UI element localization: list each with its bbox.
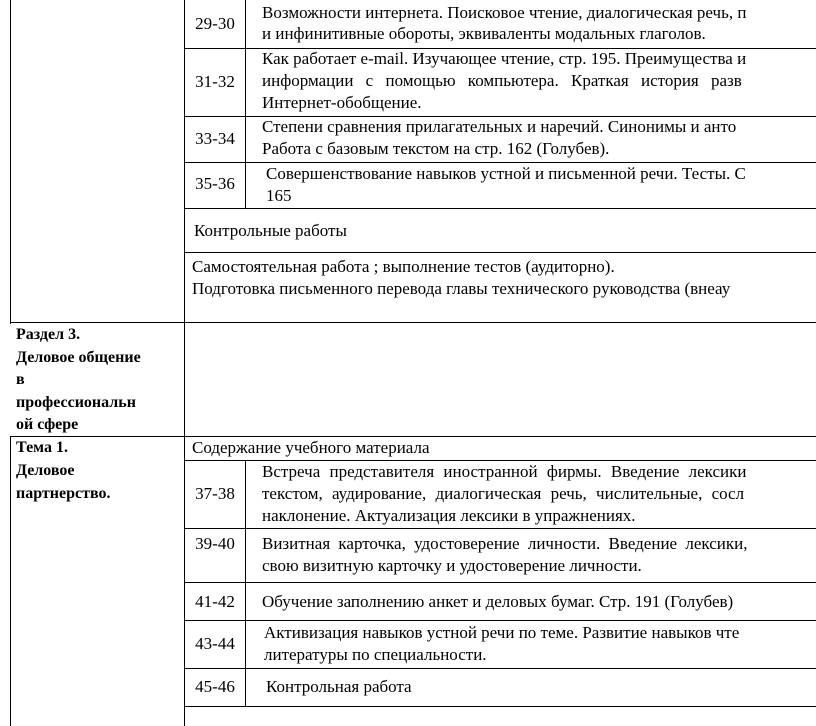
topic-text: Интернет-обобщение.	[262, 93, 422, 112]
hours-cell: 29-30	[195, 14, 235, 33]
row-line	[10, 322, 816, 323]
topic-text: наклонение. Актуализация лексики в упражнениях.	[262, 506, 636, 525]
row-line	[184, 252, 816, 253]
hours-cell: 39-40	[195, 534, 235, 553]
section-title: ой сфере	[16, 416, 79, 433]
topic-text: Возможности интернета. Поисковое чтение, диалогическая речь, п	[262, 3, 747, 22]
section-title: в	[16, 371, 25, 388]
topic-text: Совершенствование навыков устной и письменной речи. Тесты. С	[266, 164, 746, 183]
topic-text: литературы по специальности.	[264, 645, 487, 664]
topic-text: Визитная карточка, удостоверение личности. Введение лексики,	[262, 534, 748, 553]
hours-cell: 31-32	[195, 72, 235, 91]
hours-cell: 35-36	[195, 174, 235, 193]
control-works-label: Контрольные работы	[194, 221, 347, 240]
topic-text: текстом, аудирование, диалогическая речь, числительные, сосл	[262, 484, 745, 503]
topic-title: Тема 1.	[16, 439, 68, 456]
hours-cell: 45-46	[195, 677, 235, 696]
topic-text: и инфинитивные обороты, эквиваленты модальных глаголов.	[262, 24, 706, 43]
topic-text: Активизация навыков устной речи по теме. Развитие навыков чте	[264, 623, 740, 642]
topic-title: Деловое	[16, 462, 75, 479]
independent-work-text: Самостоятельная работа ; выполнение тестов (аудиторно).	[192, 257, 615, 276]
topic-text: Контрольная работа	[266, 677, 412, 696]
left-border	[10, 0, 11, 324]
hours-divider-top	[245, 0, 246, 208]
topic-text: информации с помощью компьютера. Краткая история разв	[262, 71, 742, 90]
col-divider-1	[184, 0, 185, 726]
section-title: Раздел 3.	[16, 326, 81, 343]
topic-text: Обучение заполнению анкет и деловых бумаг. Стр. 191 (Голубев)	[262, 592, 734, 611]
section-title: Деловое общение	[16, 349, 141, 366]
hours-divider-bottom	[245, 460, 246, 706]
row-line	[184, 528, 816, 529]
row-line	[184, 620, 816, 621]
section-title: профессиональн	[16, 394, 136, 411]
independent-work-text: Подготовка письменного перевода главы технического руководства (внеау	[192, 279, 731, 298]
topic-text: Встреча представителя иностранной фирмы. Введение лексики	[262, 462, 747, 481]
row-line	[184, 208, 816, 209]
topic-text: Степени сравнения прилагательных и наречий. Синонимы и анто	[262, 117, 737, 136]
row-line	[184, 706, 816, 707]
topic-text: Работа с базовым текстом на стр. 162 (Голубев).	[262, 139, 610, 158]
topic-text: Как работает e-mail. Изучающее чтение, стр. 195. Преимущества и	[262, 49, 747, 68]
hours-cell: 43-44	[195, 634, 235, 653]
row-line	[184, 582, 816, 583]
topic-title: партнерство.	[16, 485, 111, 502]
hours-cell: 41-42	[195, 592, 235, 611]
topic-text: 165	[266, 186, 292, 205]
hours-cell: 37-38	[195, 484, 235, 503]
topic-text: свою визитную карточку и удостоверение личности.	[262, 556, 642, 575]
hours-cell: 33-34	[195, 129, 235, 148]
content-header: Содержание учебного материала	[192, 438, 430, 457]
left-border-lower	[10, 436, 11, 726]
row-line	[184, 668, 816, 669]
